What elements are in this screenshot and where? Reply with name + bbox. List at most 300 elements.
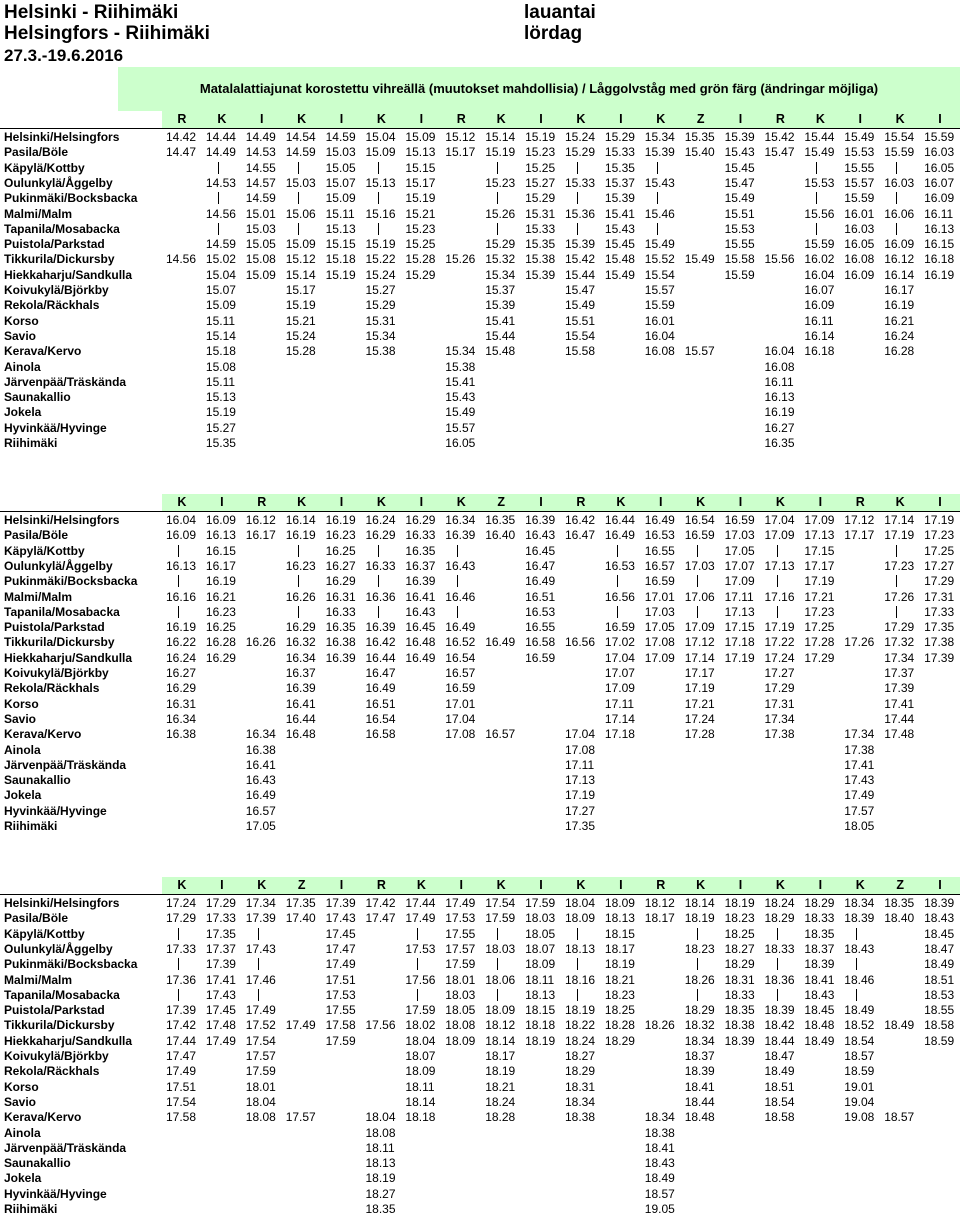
departure-time: 17.19 bbox=[565, 788, 596, 803]
departure-time: 17.41 bbox=[844, 757, 875, 772]
departure-time: 18.17 bbox=[604, 941, 635, 956]
station-label: Korso bbox=[4, 1079, 39, 1094]
station-label: Savio bbox=[4, 1094, 37, 1109]
departure-time: 18.08 bbox=[445, 1018, 476, 1033]
departure-time: 16.28 bbox=[884, 344, 915, 359]
train-code: K bbox=[297, 495, 307, 509]
pass-through-marker bbox=[896, 162, 897, 174]
departure-time: 16.55 bbox=[525, 620, 556, 635]
departure-time: 15.23 bbox=[405, 221, 436, 236]
train-code: K bbox=[775, 878, 785, 892]
departure-time: 16.35 bbox=[405, 543, 436, 558]
departure-time: 16.08 bbox=[764, 359, 795, 374]
departure-time: 15.36 bbox=[565, 206, 596, 221]
pass-through-marker bbox=[298, 192, 299, 204]
station-label: Helsinki/Helsingfors bbox=[4, 513, 120, 527]
station-label: Ainola bbox=[4, 742, 41, 757]
station-label: Rekola/Räckhals bbox=[4, 681, 100, 696]
departure-time: 17.33 bbox=[924, 604, 955, 619]
pass-through-marker bbox=[577, 223, 578, 235]
train-code: I bbox=[818, 878, 823, 892]
departure-time: 15.23 bbox=[485, 175, 516, 190]
departure-time: 16.09 bbox=[166, 528, 197, 543]
departure-time: 15.44 bbox=[565, 267, 596, 282]
departure-time: 17.35 bbox=[565, 819, 596, 833]
departure-time: 17.18 bbox=[724, 635, 755, 650]
station-label: Oulunkylä/Åggelby bbox=[4, 941, 113, 956]
departure-time: 14.59 bbox=[285, 145, 316, 160]
train-code: R bbox=[456, 112, 466, 126]
station-label: Pukinmäki/Bocksbacka bbox=[4, 574, 138, 589]
departure-time: 16.29 bbox=[365, 528, 396, 543]
departure-time: 15.38 bbox=[445, 359, 476, 374]
departure-time: 17.24 bbox=[684, 711, 715, 726]
departure-time: 15.24 bbox=[285, 328, 316, 343]
departure-time: 17.26 bbox=[844, 635, 875, 650]
departure-time: 16.11 bbox=[924, 206, 954, 221]
departure-time: 18.07 bbox=[525, 941, 556, 956]
departure-time: 19.04 bbox=[844, 1094, 875, 1109]
departure-time: 15.32 bbox=[485, 252, 516, 267]
pass-through-marker bbox=[697, 989, 698, 1001]
train-code: I bbox=[738, 112, 743, 126]
departure-time: 16.13 bbox=[924, 221, 955, 236]
departure-time: 17.09 bbox=[804, 513, 835, 527]
departure-time: 15.29 bbox=[405, 267, 436, 282]
departure-time: 15.12 bbox=[445, 130, 476, 144]
departure-time: 16.58 bbox=[365, 727, 396, 742]
departure-time: 18.35 bbox=[365, 1202, 396, 1216]
train-code: I bbox=[619, 112, 623, 126]
departure-time: 18.39 bbox=[724, 1033, 755, 1048]
departure-time: 15.49 bbox=[604, 267, 635, 282]
departure-time: 17.01 bbox=[644, 589, 675, 604]
pass-through-marker bbox=[617, 575, 618, 587]
departure-time: 15.35 bbox=[684, 130, 715, 144]
departure-time: 17.07 bbox=[724, 558, 755, 573]
departure-time: 17.19 bbox=[724, 650, 755, 665]
departure-time: 15.05 bbox=[245, 237, 276, 252]
departure-time: 16.14 bbox=[285, 513, 316, 527]
departure-time: 18.42 bbox=[764, 1018, 795, 1033]
pass-through-marker bbox=[218, 162, 219, 174]
departure-time: 17.05 bbox=[644, 620, 675, 635]
departure-time: 18.15 bbox=[604, 926, 635, 941]
departure-time: 17.41 bbox=[205, 972, 236, 987]
departure-time: 18.09 bbox=[565, 911, 596, 926]
departure-time: 18.04 bbox=[565, 896, 596, 910]
departure-time: 18.14 bbox=[485, 1033, 516, 1048]
pass-through-marker bbox=[816, 192, 817, 204]
departure-time: 15.59 bbox=[924, 130, 955, 144]
departure-time: 15.39 bbox=[724, 130, 755, 144]
departure-time: 15.58 bbox=[724, 252, 755, 267]
departure-time: 18.35 bbox=[884, 896, 915, 910]
departure-time: 15.57 bbox=[644, 283, 675, 297]
departure-time: 16.21 bbox=[205, 589, 236, 604]
pass-through-marker bbox=[218, 223, 219, 235]
pass-through-marker bbox=[178, 575, 179, 587]
departure-time: 17.04 bbox=[604, 650, 635, 665]
departure-time: 16.34 bbox=[285, 650, 316, 665]
departure-time: 17.12 bbox=[844, 513, 875, 527]
departure-time: 14.47 bbox=[166, 145, 197, 160]
departure-time: 17.43 bbox=[325, 911, 356, 926]
departure-time: 16.42 bbox=[565, 513, 596, 527]
station-label: Tikkurila/Dickursby bbox=[4, 252, 115, 267]
departure-time: 15.03 bbox=[285, 175, 316, 190]
departure-time: 15.49 bbox=[684, 252, 715, 267]
train-code: K bbox=[895, 495, 905, 509]
departure-time: 18.37 bbox=[684, 1049, 715, 1063]
train-code: I bbox=[459, 878, 463, 892]
validity-dates: 27.3.-19.6.2016 bbox=[4, 46, 124, 65]
departure-time: 18.29 bbox=[764, 911, 795, 926]
departure-time: 15.59 bbox=[644, 298, 675, 313]
departure-time: 18.45 bbox=[924, 926, 955, 941]
departure-time: 17.38 bbox=[764, 727, 795, 742]
departure-time: 17.58 bbox=[166, 1110, 197, 1125]
station-label: Jokela bbox=[4, 1171, 42, 1186]
departure-time: 18.27 bbox=[724, 941, 755, 956]
departure-time: 17.39 bbox=[245, 911, 276, 926]
train-code: I bbox=[738, 878, 743, 892]
departure-time: 15.43 bbox=[445, 390, 476, 405]
departure-time: 17.48 bbox=[884, 727, 915, 742]
departure-time: 17.54 bbox=[166, 1094, 197, 1109]
departure-time: 15.08 bbox=[205, 359, 236, 374]
departure-time: 17.32 bbox=[884, 635, 915, 650]
train-code: I bbox=[220, 495, 224, 509]
station-label: Pukinmäki/Bocksbacka bbox=[4, 957, 138, 972]
departure-time: 15.04 bbox=[205, 267, 236, 282]
departure-time: 17.13 bbox=[565, 773, 596, 788]
departure-time: 18.09 bbox=[445, 1033, 476, 1048]
departure-time: 17.24 bbox=[166, 896, 197, 910]
departure-time: 17.13 bbox=[804, 528, 835, 543]
departure-time: 16.23 bbox=[285, 558, 316, 573]
departure-time: 18.47 bbox=[924, 941, 955, 956]
train-code: I bbox=[339, 495, 344, 509]
departure-time: 18.08 bbox=[245, 1110, 276, 1125]
departure-time: 18.41 bbox=[644, 1140, 675, 1155]
pass-through-marker bbox=[178, 606, 179, 618]
departure-time: 17.49 bbox=[844, 788, 875, 803]
departure-time: 17.19 bbox=[804, 574, 835, 589]
pass-through-marker bbox=[896, 606, 897, 618]
departure-time: 17.59 bbox=[245, 1064, 276, 1079]
station-label: Riihimäki bbox=[4, 1202, 58, 1216]
train-code: K bbox=[297, 112, 307, 126]
departure-time: 16.59 bbox=[724, 513, 755, 527]
departure-time: 15.07 bbox=[205, 283, 236, 297]
departure-time: 15.43 bbox=[724, 145, 755, 160]
departure-time: 15.09 bbox=[205, 298, 236, 313]
departure-time: 16.14 bbox=[804, 328, 835, 343]
station-label: Hiekkaharju/Sandkulla bbox=[4, 650, 133, 665]
departure-time: 15.34 bbox=[445, 344, 476, 359]
departure-time: 15.28 bbox=[405, 252, 436, 267]
departure-time: 18.28 bbox=[604, 1018, 635, 1033]
departure-time: 16.05 bbox=[445, 436, 476, 450]
departure-time: 15.54 bbox=[644, 267, 675, 282]
weekday-fi: lauantai bbox=[524, 2, 596, 23]
departure-time: 15.02 bbox=[205, 252, 236, 267]
departure-time: 15.59 bbox=[804, 237, 835, 252]
departure-time: 17.08 bbox=[445, 727, 476, 742]
departure-time: 17.04 bbox=[565, 727, 596, 742]
pass-through-marker bbox=[577, 162, 578, 174]
departure-time: 15.12 bbox=[285, 252, 316, 267]
train-code: K bbox=[376, 495, 386, 509]
departure-time: 18.59 bbox=[844, 1064, 875, 1079]
departure-time: 17.39 bbox=[166, 1003, 197, 1018]
departure-time: 18.41 bbox=[684, 1079, 715, 1094]
departure-time: 18.23 bbox=[724, 911, 755, 926]
departure-time: 14.49 bbox=[245, 130, 276, 144]
departure-time: 17.55 bbox=[445, 926, 476, 941]
departure-time: 16.23 bbox=[325, 528, 356, 543]
departure-time: 18.33 bbox=[764, 941, 795, 956]
departure-time: 15.37 bbox=[604, 175, 635, 190]
departure-time: 15.58 bbox=[565, 344, 596, 359]
departure-time: 16.19 bbox=[285, 528, 316, 543]
departure-time: 15.59 bbox=[724, 267, 755, 282]
departure-time: 15.27 bbox=[205, 420, 236, 435]
departure-time: 18.19 bbox=[604, 957, 635, 972]
departure-time: 16.49 bbox=[245, 788, 276, 803]
departure-time: 18.05 bbox=[525, 926, 556, 941]
departure-time: 16.48 bbox=[285, 727, 316, 742]
departure-time: 17.27 bbox=[924, 558, 955, 573]
departure-time: 17.44 bbox=[405, 896, 436, 910]
departure-time: 17.25 bbox=[804, 620, 835, 635]
station-label: Tapanila/Mosabacka bbox=[4, 221, 120, 236]
departure-time: 18.19 bbox=[724, 896, 755, 910]
departure-time: 17.11 bbox=[724, 589, 754, 604]
departure-time: 17.15 bbox=[804, 543, 835, 558]
departure-time: 17.24 bbox=[764, 650, 795, 665]
departure-time: 17.45 bbox=[205, 1003, 236, 1018]
departure-time: 18.40 bbox=[884, 911, 915, 926]
station-label: Malmi/Malm bbox=[4, 206, 73, 221]
departure-time: 18.21 bbox=[604, 972, 635, 987]
departure-time: 17.56 bbox=[405, 972, 436, 987]
route-title-sv: Helsingfors - Riihimäki bbox=[4, 23, 210, 44]
departure-time: 18.09 bbox=[405, 1064, 436, 1079]
departure-time: 16.35 bbox=[485, 513, 516, 527]
departure-time: 15.53 bbox=[724, 221, 755, 236]
departure-time: 18.35 bbox=[804, 926, 835, 941]
departure-time: 16.25 bbox=[325, 543, 356, 558]
departure-time: 15.55 bbox=[844, 160, 875, 175]
train-code: R bbox=[775, 112, 785, 126]
departure-time: 15.41 bbox=[445, 374, 476, 389]
pass-through-marker bbox=[497, 162, 498, 174]
departure-time: 17.12 bbox=[684, 635, 715, 650]
departure-time: 17.44 bbox=[166, 1033, 197, 1048]
departure-time: 16.49 bbox=[445, 620, 476, 635]
departure-time: 14.59 bbox=[205, 237, 236, 252]
train-code: I bbox=[938, 112, 942, 126]
departure-time: 17.03 bbox=[644, 604, 675, 619]
departure-time: 15.43 bbox=[644, 175, 675, 190]
train-code: Z bbox=[696, 112, 705, 126]
station-label: Puistola/Parkstad bbox=[4, 620, 105, 635]
departure-time: 15.33 bbox=[604, 145, 635, 160]
departure-time: 16.54 bbox=[445, 650, 476, 665]
train-code: R bbox=[855, 495, 865, 509]
departure-time: 15.57 bbox=[684, 344, 715, 359]
departure-time: 16.11 bbox=[764, 374, 794, 389]
departure-time: 16.22 bbox=[166, 635, 197, 650]
pass-through-marker bbox=[378, 223, 379, 235]
pass-through-marker bbox=[617, 606, 618, 618]
pass-through-marker bbox=[577, 928, 578, 940]
departure-time: 16.44 bbox=[285, 711, 316, 726]
train-code: K bbox=[616, 495, 626, 509]
station-label: Käpylä/Kottby bbox=[4, 160, 85, 175]
pass-through-marker bbox=[178, 989, 179, 1001]
departure-time: 16.47 bbox=[525, 558, 556, 573]
departure-time: 16.59 bbox=[604, 620, 635, 635]
departure-time: 18.11 bbox=[525, 972, 555, 987]
departure-time: 17.29 bbox=[804, 650, 835, 665]
pass-through-marker bbox=[378, 162, 379, 174]
departure-time: 15.48 bbox=[604, 252, 635, 267]
departure-time: 18.31 bbox=[565, 1079, 596, 1094]
departure-time: 15.19 bbox=[525, 130, 556, 144]
departure-time: 17.57 bbox=[245, 1049, 276, 1063]
pass-through-marker bbox=[856, 989, 857, 1001]
departure-time: 15.14 bbox=[485, 130, 516, 144]
pass-through-marker bbox=[258, 989, 259, 1001]
departure-time: 17.38 bbox=[844, 742, 875, 757]
train-code: I bbox=[938, 495, 942, 509]
departure-time: 17.17 bbox=[844, 528, 875, 543]
pass-through-marker bbox=[577, 989, 578, 1001]
departure-time: 15.49 bbox=[565, 298, 596, 313]
departure-time: 15.51 bbox=[724, 206, 755, 221]
departure-time: 17.09 bbox=[684, 620, 715, 635]
departure-time: 17.52 bbox=[245, 1018, 276, 1033]
departure-time: 16.44 bbox=[365, 650, 396, 665]
departure-time: 15.49 bbox=[724, 191, 755, 206]
departure-time: 18.39 bbox=[924, 896, 955, 910]
departure-time: 15.41 bbox=[485, 313, 516, 328]
station-label: Saunakallio bbox=[4, 773, 71, 788]
station-label: Savio bbox=[4, 328, 37, 343]
departure-time: 16.46 bbox=[445, 589, 476, 604]
departure-time: 17.47 bbox=[166, 1049, 197, 1063]
departure-time: 15.44 bbox=[804, 130, 835, 144]
departure-time: 18.19 bbox=[485, 1064, 516, 1079]
pass-through-marker bbox=[697, 928, 698, 940]
departure-time: 15.47 bbox=[724, 175, 755, 190]
departure-time: 15.27 bbox=[365, 283, 396, 297]
pass-through-marker bbox=[298, 606, 299, 618]
departure-time: 16.09 bbox=[205, 513, 236, 527]
departure-time: 18.05 bbox=[844, 819, 875, 833]
station-label: Jokela bbox=[4, 788, 42, 803]
pass-through-marker bbox=[178, 958, 179, 970]
departure-time: 18.09 bbox=[525, 957, 556, 972]
header-rule bbox=[0, 128, 960, 129]
station-label: Malmi/Malm bbox=[4, 972, 73, 987]
departure-time: 15.28 bbox=[285, 344, 316, 359]
departure-time: 16.44 bbox=[604, 513, 635, 527]
pass-through-marker bbox=[417, 928, 418, 940]
departure-time: 15.19 bbox=[205, 405, 236, 420]
departure-time: 18.34 bbox=[644, 1110, 675, 1125]
departure-time: 18.19 bbox=[684, 911, 715, 926]
departure-time: 18.58 bbox=[764, 1110, 795, 1125]
departure-time: 15.49 bbox=[804, 145, 835, 160]
departure-time: 16.01 bbox=[844, 206, 875, 221]
departure-time: 18.39 bbox=[804, 957, 835, 972]
departure-time: 17.13 bbox=[724, 604, 755, 619]
departure-time: 16.59 bbox=[644, 574, 675, 589]
departure-time: 15.53 bbox=[844, 145, 875, 160]
pass-through-marker bbox=[497, 958, 498, 970]
train-code: K bbox=[855, 878, 865, 892]
departure-time: 17.08 bbox=[644, 635, 675, 650]
departure-time: 17.39 bbox=[924, 650, 955, 665]
departure-time: 14.54 bbox=[285, 130, 316, 144]
departure-time: 16.38 bbox=[325, 635, 356, 650]
station-label: Järvenpää/Träskända bbox=[4, 757, 127, 772]
departure-time: 18.44 bbox=[764, 1033, 795, 1048]
departure-time: 18.01 bbox=[245, 1079, 276, 1094]
departure-time: 15.31 bbox=[525, 206, 556, 221]
header-rule bbox=[0, 511, 960, 512]
pass-through-marker bbox=[697, 606, 698, 618]
departure-time: 18.45 bbox=[804, 1003, 835, 1018]
departure-time: 15.18 bbox=[205, 344, 236, 359]
train-code: I bbox=[339, 878, 344, 892]
departure-time: 16.47 bbox=[365, 666, 396, 680]
departure-time: 18.14 bbox=[684, 896, 715, 910]
departure-time: 16.34 bbox=[445, 513, 476, 527]
departure-time: 17.04 bbox=[764, 513, 795, 527]
departure-time: 18.48 bbox=[804, 1018, 835, 1033]
departure-time: 15.09 bbox=[325, 191, 356, 206]
departure-time: 18.03 bbox=[525, 911, 556, 926]
departure-time: 18.28 bbox=[485, 1110, 516, 1125]
departure-time: 15.09 bbox=[365, 145, 396, 160]
departure-time: 18.37 bbox=[804, 941, 835, 956]
weekday-sv: lördag bbox=[524, 23, 583, 44]
pass-through-marker bbox=[657, 223, 658, 235]
departure-time: 16.09 bbox=[884, 237, 915, 252]
departure-time: 16.57 bbox=[445, 666, 476, 680]
departure-time: 15.51 bbox=[565, 313, 596, 328]
pass-through-marker bbox=[697, 958, 698, 970]
departure-time: 16.12 bbox=[884, 252, 915, 267]
station-label: Pasila/Böle bbox=[4, 528, 69, 543]
pass-through-marker bbox=[777, 575, 778, 587]
train-code: R bbox=[257, 495, 267, 509]
departure-time: 15.56 bbox=[804, 206, 835, 221]
departure-time: 16.16 bbox=[166, 589, 197, 604]
departure-time: 16.27 bbox=[325, 558, 356, 573]
departure-time: 17.39 bbox=[325, 896, 356, 910]
station-label: Rekola/Räckhals bbox=[4, 1064, 100, 1079]
departure-time: 16.57 bbox=[644, 558, 675, 573]
departure-time: 15.57 bbox=[445, 420, 476, 435]
departure-time: 16.03 bbox=[924, 145, 955, 160]
departure-time: 16.35 bbox=[764, 436, 795, 450]
